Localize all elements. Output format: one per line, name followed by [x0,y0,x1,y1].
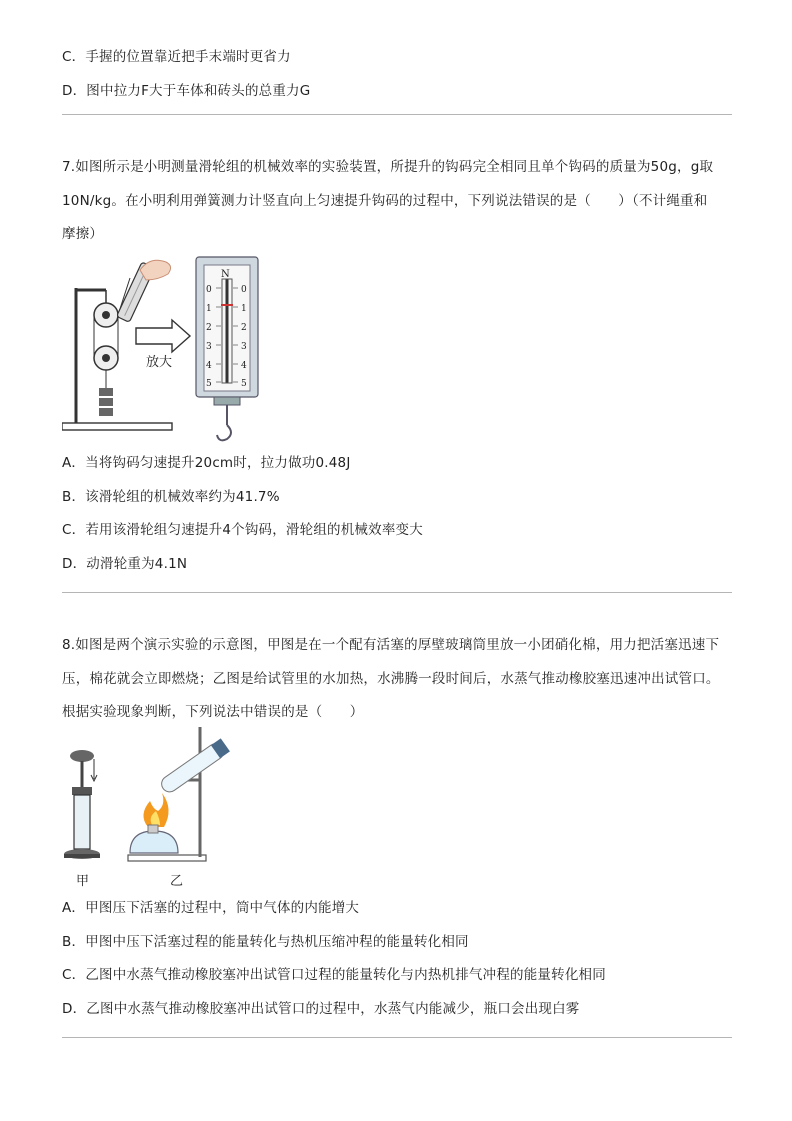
q8-option-d: D．乙图中水蒸气推动橡胶塞冲出试管口的过程中，水蒸气内能减少，瓶口会出现白雾 [62,1001,580,1017]
q7-stem-line1: 7.如图所示是小明测量滑轮组的机械效率的实验装置，所提升的钩码完全相同且单个钩码的质量为50g，g取 [62,159,714,175]
q8-stem-line1: 8.如图是两个演示实验的示意图，甲图是在一个配有活塞的厚壁玻璃筒里放一小团硝化棉，用力把活塞迅速下 [62,637,720,653]
q8-option-c: C．乙图中水蒸气推动橡胶塞冲出试管口过程的能量转化与内热机排气冲程的能量转化相同 [62,967,606,983]
scale-tick-right-0: 0 [241,285,247,295]
label-jia: 甲 [76,874,90,889]
q8-experiment-figure [60,725,250,894]
scale-unit-label: N [221,269,230,280]
q7-stem-line2: 10N/kg。在小明利用弹簧测力计竖直向上匀速提升钩码的过程中，下列说法错误的是（ ）（不计绳重和 [62,193,708,209]
scale-tick-left-4: 4 [206,361,212,371]
scale-tick-left-1: 1 [206,304,212,314]
scale-tick-left-2: 2 [206,323,212,333]
scale-tick-right-5: 5 [241,379,247,389]
q8-option-b: B．甲图中压下活塞过程的能量转化与热机压缩冲程的能量转化相同 [62,934,469,950]
q8-stem-line3: 根据实验现象判断，下列说法中错误的是（ ） [62,704,364,720]
divider [62,114,732,115]
enlarge-label: 放大 [146,355,173,370]
q6-option-c: C．手握的位置靠近把手末端时更省力 [62,49,291,65]
q7-stem-line3: 摩擦） [62,226,104,242]
divider [62,592,732,593]
scale-tick-left-0: 0 [206,285,212,295]
divider [62,1037,732,1038]
q7-option-b: B．该滑轮组的机械效率约为41.7% [62,489,280,505]
q6-option-d: D．图中拉力F大于车体和砖头的总重力G [62,83,311,99]
q7-option-a: A．当将钩码匀速提升20cm时，拉力做功0.48J [62,455,351,471]
scale-tick-left-5: 5 [206,379,212,389]
q7-spring-scale-figure [194,255,260,451]
q8-option-a: A．甲图压下活塞的过程中，筒中气体的内能增大 [62,900,360,916]
q8-stem-line2: 压，棉花就会立即燃烧；乙图是给试管里的水加热，水沸腾一段时间后，水蒸气推动橡胶塞迅速冲出试管口。 [62,671,720,687]
scale-tick-right-3: 3 [241,342,247,352]
label-yi: 乙 [170,874,184,889]
scale-tick-right-2: 2 [241,323,247,333]
q7-option-c: C．若用该滑轮组匀速提升4个钩码，滑轮组的机械效率变大 [62,522,423,538]
scale-tick-right-1: 1 [241,304,247,314]
q7-option-d: D．动滑轮重为4.1N [62,556,188,572]
scale-tick-left-3: 3 [206,342,212,352]
scale-tick-right-4: 4 [241,361,247,371]
